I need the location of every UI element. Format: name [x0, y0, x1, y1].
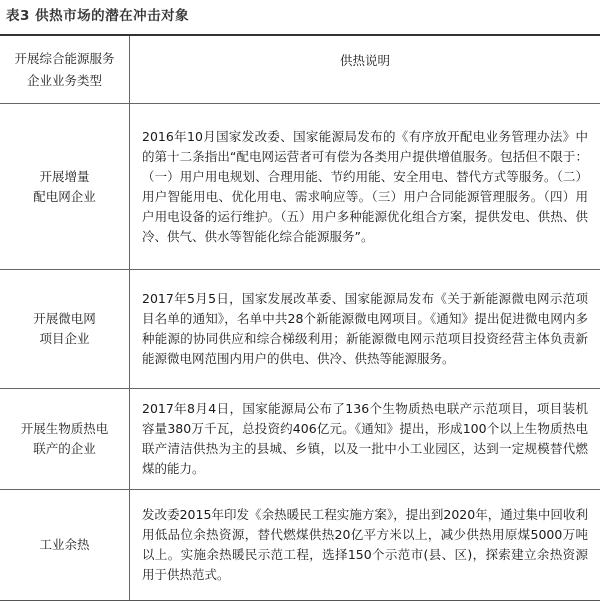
table-row [0, 104, 600, 270]
heating-description-text: 2017年5月5日，国家发展改革委、国家能源局发布《关于新能源微电网示范项目名单的通知》，名单中共28个新能源微电网项目。《通知》提出促进微电网内多种能源的协同供应和综合梯级利用；新能源微电网示范项目投资经营主体负责新能源微电网范围内用户的供电、供冷、供热等能源服务。 [142, 291, 588, 366]
table-row [0, 490, 600, 600]
business-type-line1: 开展微电网 [33, 311, 96, 326]
heating-description-text: 2016年10月国家发改委、国家能源局发布的《有序放开配电业务管理办法》中的第十二条指出“配电网运营者可有偿为各类用户提供增值服务。包括但不限于：（一）用户用电规划、合理用能、节约用能、安全用电、替代方式等服务。（二）用户智能用电、优化用电、需求响应等。（三）用户合同能源管理服务。（四）用户用电设备的运行维护。（五）用户多种能源优化组合方案，提供发电、供热、供冷、供气、供水等智能化综合能源服务”。 [142, 128, 588, 244]
heating-description-cell [130, 104, 600, 269]
business-type-cell [0, 104, 130, 269]
table-header-row [0, 36, 600, 104]
business-type-line2: 联产的企业 [33, 441, 96, 456]
header-heating-description-label: 供热说明 [339, 52, 390, 68]
business-type-line2: 配电网企业 [33, 188, 96, 204]
business-type-line1: 工业余热 [39, 537, 90, 552]
header-business-type [0, 36, 130, 103]
business-type-cell [0, 389, 130, 489]
heating-market-table [0, 34, 600, 601]
business-type-cell [0, 270, 130, 388]
heating-description-cell [130, 389, 600, 489]
business-type-line1: 开展生物质热电 [20, 421, 109, 436]
table-row [0, 389, 600, 490]
business-type-cell [0, 490, 130, 600]
header-business-type-line2: 企业业务类型 [26, 72, 102, 88]
business-type-line1: 开展增量 [39, 168, 90, 184]
heating-description-cell [130, 490, 600, 600]
business-type-line2: 项目企业 [39, 331, 90, 346]
table-title: 表3 供热市场的潜在冲击对象 [6, 8, 190, 24]
table-row [0, 270, 600, 389]
heating-description-text: 2017年8月4日，国家能源局公布了136个生物质热电联产示范项目，项目装机容量380万千瓦，总投资约406亿元。《通知》提出，形成100个以上生物质热电联产清洁供热为主的县城、乡镇，以及一批中小工业园区，达到一定规模替代燃煤的能力。 [142, 401, 588, 476]
header-heating-description [130, 36, 600, 103]
heating-description-text: 发改委2015年印发《余热暖民工程实施方案》，提出到2020年，通过集中回收利用低品位余热资源，替代燃煤供热20亿平方米以上，减少供热用原煤5000万吨以上。实施余热暖民示范工程，选择150个示范市(县、区)，探索建立余热资源用于供热范式。 [142, 507, 588, 582]
header-business-type-line1: 开展综合能源服务 [14, 50, 115, 66]
heating-description-cell [130, 270, 600, 388]
